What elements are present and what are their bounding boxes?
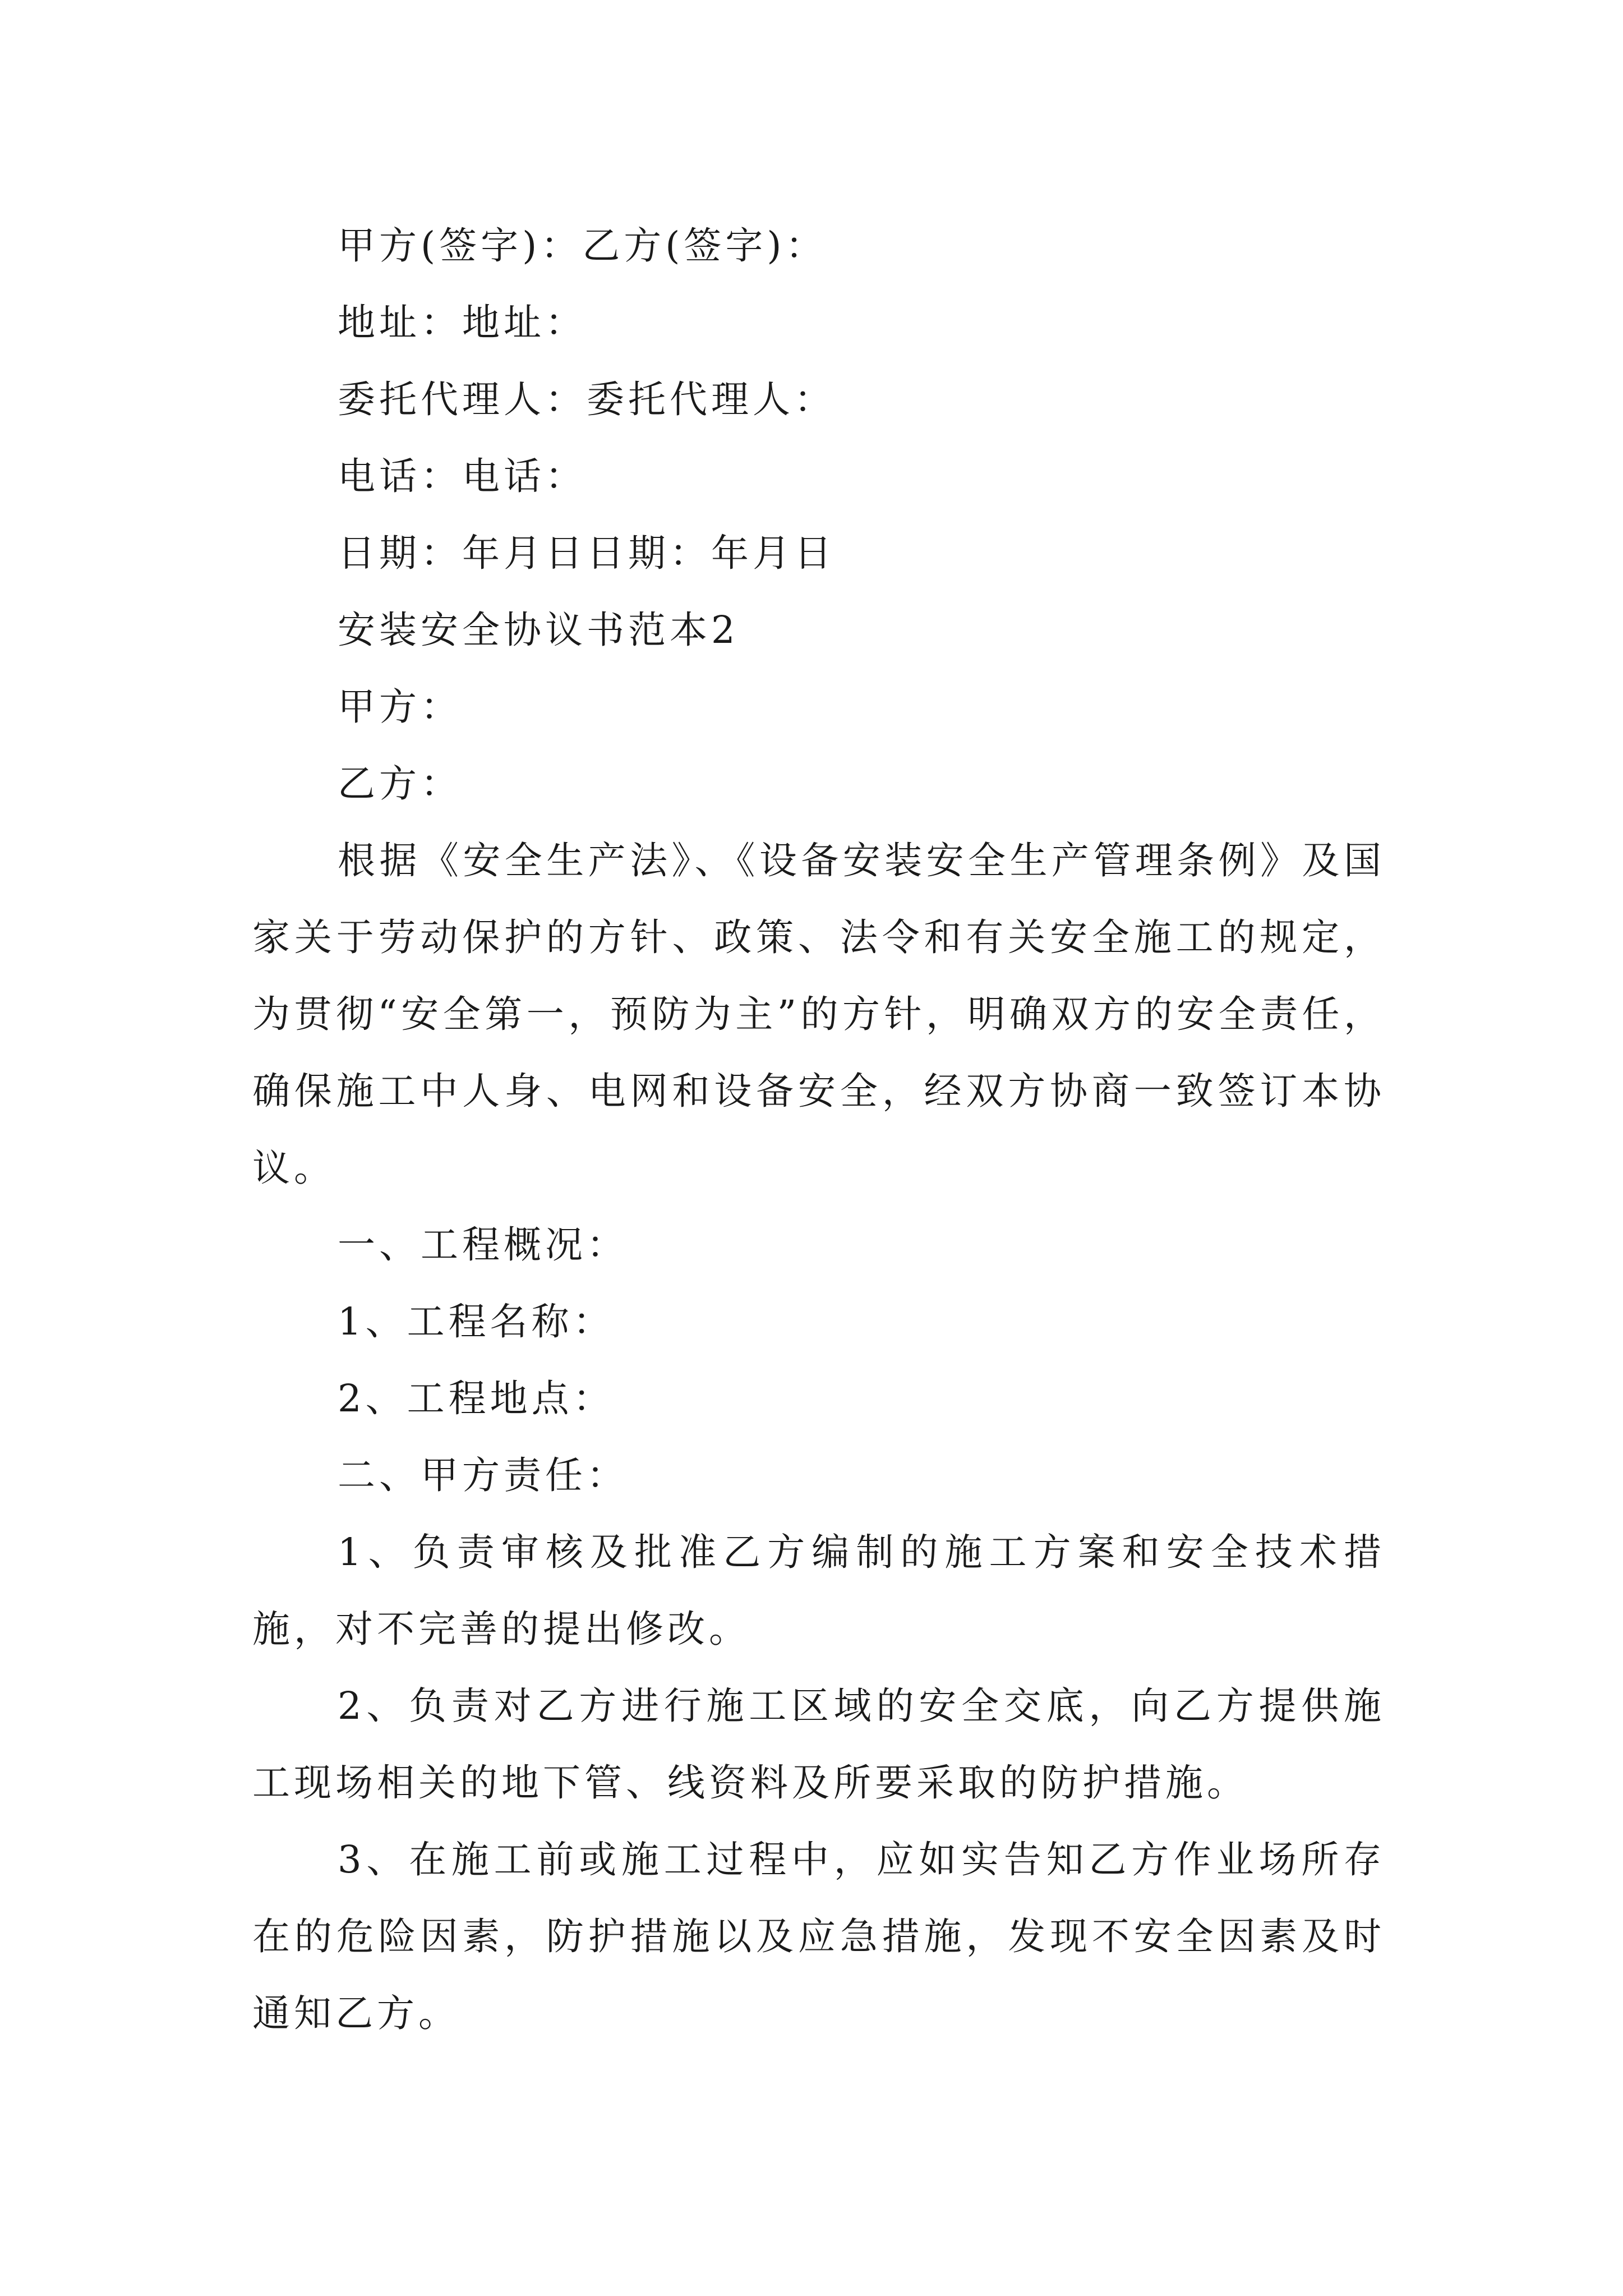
section-heading-party-a-duties: 二、甲方责任： (338, 1453, 628, 1497)
duty-paragraph-1: 1、负责审核及批准乙方编制的施工方案和安全技术措施，对不完善的提出修改。 (252, 1530, 1385, 1651)
party-a-line: 甲方： (338, 685, 462, 729)
signature-line: 甲方(签字)：乙方(签字)： (338, 224, 827, 268)
party-b-line: 乙方： (338, 762, 462, 806)
phone-line: 电话：电话： (338, 454, 587, 498)
document-title: 安装安全协议书范本2 (338, 608, 739, 652)
section-heading-overview: 一、工程概况： (338, 1223, 628, 1267)
document-body (252, 208, 1385, 2052)
agent-line: 委托代理人：委托代理人： (338, 378, 836, 421)
project-name-line: 1、工程名称： (338, 1300, 615, 1343)
duty-paragraph-2: 2、负责对乙方进行施工区域的安全交底，向乙方提供施工现场相关的地下管、线资料及所要采取的防护措施。 (252, 1684, 1385, 1805)
address-line: 地址：地址： (338, 301, 587, 344)
duty-paragraph-3: 3、在施工前或施工过程中，应如实告知乙方作业场所存在的危险因素，防护措施以及应急措施，发现不安全因素及时通知乙方。 (252, 1838, 1385, 2035)
intro-paragraph: 根据《安全生产法》、《设备安装安全生产管理条例》及国家关于劳动保护的方针、政策、法令和有关安全施工的规定，为贯彻“安全第一，预防为主”的方针，明确双方的安全责任，确保施工中人身、电网和设备安全，经双方协商一致签订本协议。 (252, 839, 1385, 1190)
project-location-line: 2、工程地点： (338, 1377, 615, 1420)
date-line: 日期：年月日日期：年月日 (338, 531, 836, 575)
